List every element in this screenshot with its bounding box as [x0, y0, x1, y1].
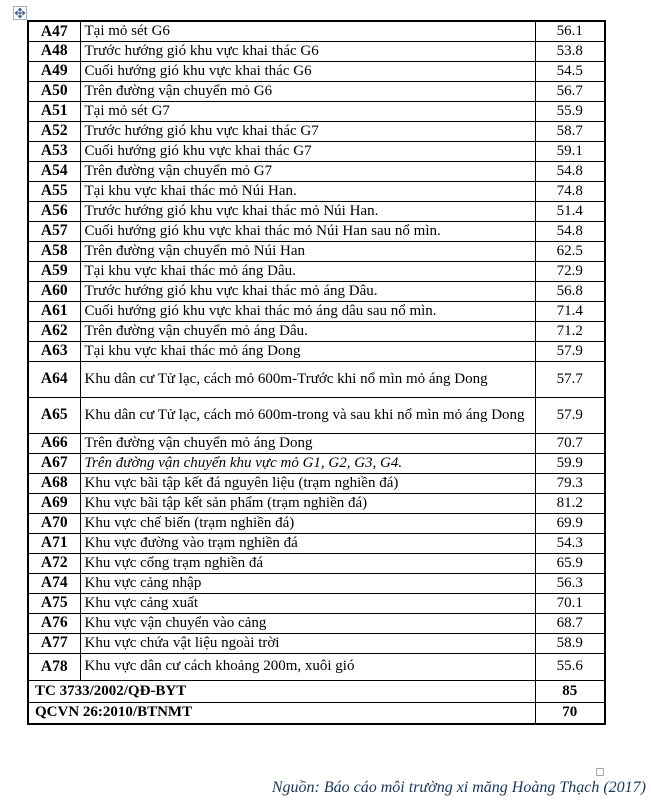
table-row [28, 573, 605, 593]
row-value: 81.2 [535, 493, 605, 513]
summary-row [28, 680, 605, 702]
row-value: 74.8 [535, 181, 605, 201]
row-description: Khu vực chứa vật liệu ngoài trời [80, 633, 535, 653]
row-value: 72.9 [535, 261, 605, 281]
row-value: 59.1 [535, 141, 605, 161]
table-row [28, 201, 605, 221]
row-description: Trên đường vận chuyển mỏ áng Dong [80, 433, 535, 453]
row-description: Trước hướng gió khu vực khai thác G7 [80, 121, 535, 141]
row-description: Cuối hướng gió khu vực khai thác G6 [80, 61, 535, 81]
row-description: Cuối hướng gió khu vực khai thác G7 [80, 141, 535, 161]
row-code: A64 [28, 361, 80, 397]
table-row [28, 453, 605, 473]
row-value: 65.9 [535, 553, 605, 573]
row-description: Khu dân cư Tử lạc, cách mỏ 600m-trong và sau khi nổ mìn mỏ áng Dong [80, 397, 535, 433]
row-code: A68 [28, 473, 80, 493]
table-row [28, 61, 605, 81]
table-row [28, 221, 605, 241]
row-code: A55 [28, 181, 80, 201]
table-row [28, 513, 605, 533]
source-caption: Nguồn: Báo cáo môi trường xi măng Hoàng Thạch (2017) [271, 779, 646, 796]
table-row [28, 41, 605, 61]
row-code: A65 [28, 397, 80, 433]
table-row [28, 241, 605, 261]
row-code: A74 [28, 573, 80, 593]
table-move-handle-icon[interactable] [13, 6, 27, 20]
row-description: Tại mỏ sét G7 [80, 101, 535, 121]
row-value: 55.9 [535, 101, 605, 121]
row-value: 62.5 [535, 241, 605, 261]
row-code: A71 [28, 533, 80, 553]
row-code: A51 [28, 101, 80, 121]
row-code: A67 [28, 453, 80, 473]
row-code: A62 [28, 321, 80, 341]
row-value: 69.9 [535, 513, 605, 533]
row-description: Khu vực dân cư cách khoảng 200m, xuôi gió [80, 653, 535, 680]
row-description: Trên đường vận chuyển mỏ áng Dâu. [80, 321, 535, 341]
summary-label: TC 3733/2002/QĐ-BYT [28, 680, 535, 702]
row-value: 54.5 [535, 61, 605, 81]
row-code: A48 [28, 41, 80, 61]
row-value: 55.6 [535, 653, 605, 680]
row-code: A77 [28, 633, 80, 653]
row-value: 70.1 [535, 593, 605, 613]
row-code: A50 [28, 81, 80, 101]
row-code: A47 [28, 21, 80, 41]
row-code: A75 [28, 593, 80, 613]
row-value: 56.3 [535, 573, 605, 593]
row-description: Khu dân cư Tử lạc, cách mỏ 600m-Trước khi nổ mìn mỏ áng Dong [80, 361, 535, 397]
four-way-arrow-icon [15, 8, 25, 18]
row-description: Trên đường vận chuyển khu vực mỏ G1, G2, G3, G4. [80, 453, 535, 473]
table-row [28, 261, 605, 281]
row-code: A66 [28, 433, 80, 453]
row-value: 54.8 [535, 221, 605, 241]
row-description: Trước hướng gió khu vực khai thác mỏ Núi Han. [80, 201, 535, 221]
row-code: A49 [28, 61, 80, 81]
table-row [28, 473, 605, 493]
table-row [28, 101, 605, 121]
table-resize-handle-icon[interactable] [596, 768, 604, 776]
row-value: 68.7 [535, 613, 605, 633]
row-description: Khu vực đường vào trạm nghiền đá [80, 533, 535, 553]
row-value: 71.4 [535, 301, 605, 321]
row-description: Cuối hướng gió khu vực khai thác mỏ áng dâu sau nổ mìn. [80, 301, 535, 321]
row-code: A78 [28, 653, 80, 680]
table-row [28, 121, 605, 141]
row-value: 51.4 [535, 201, 605, 221]
summary-label: QCVN 26:2010/BTNMT [28, 702, 535, 724]
noise-measurement-table [27, 20, 606, 725]
row-description: Trên đường vận chuyển mỏ G7 [80, 161, 535, 181]
table-row [28, 653, 605, 680]
row-value: 58.7 [535, 121, 605, 141]
row-code: A57 [28, 221, 80, 241]
row-description: Khu vực bãi tập kết đá nguyên liệu (trạm nghiền đá) [80, 473, 535, 493]
table-row [28, 21, 605, 41]
row-description: Trước hướng gió khu vực khai thác mỏ áng Dâu. [80, 281, 535, 301]
row-description: Tại khu vực khai thác mỏ Núi Han. [80, 181, 535, 201]
row-code: A58 [28, 241, 80, 261]
table-row [28, 161, 605, 181]
row-value: 58.9 [535, 633, 605, 653]
table-row [28, 281, 605, 301]
row-code: A60 [28, 281, 80, 301]
row-description: Tại mỏ sét G6 [80, 21, 535, 41]
row-description: Trên đường vận chuyển mỏ Núi Han [80, 241, 535, 261]
row-description: Khu vực cảng xuất [80, 593, 535, 613]
summary-value: 85 [535, 680, 605, 702]
table-row [28, 341, 605, 361]
row-code: A72 [28, 553, 80, 573]
row-value: 57.7 [535, 361, 605, 397]
row-value: 59.9 [535, 453, 605, 473]
row-value: 56.7 [535, 81, 605, 101]
summary-value: 70 [535, 702, 605, 724]
row-value: 56.1 [535, 21, 605, 41]
row-description: Cuối hướng gió khu vực khai thác mỏ Núi Han sau nổ mìn. [80, 221, 535, 241]
row-code: A61 [28, 301, 80, 321]
row-description: Khu vực chế biến (trạm nghiền đá) [80, 513, 535, 533]
row-description: Khu vực cảng nhập [80, 573, 535, 593]
row-value: 57.9 [535, 341, 605, 361]
table-row [28, 361, 605, 397]
row-value: 57.9 [535, 397, 605, 433]
row-code: A63 [28, 341, 80, 361]
row-value: 53.8 [535, 41, 605, 61]
row-description: Trên đường vận chuyển mỏ G6 [80, 81, 535, 101]
table-row [28, 81, 605, 101]
row-code: A70 [28, 513, 80, 533]
table-row [28, 181, 605, 201]
table-row [28, 633, 605, 653]
table-row [28, 321, 605, 341]
table-row [28, 533, 605, 553]
table-row [28, 397, 605, 433]
row-code: A53 [28, 141, 80, 161]
row-description: Khu vực vận chuyển vào cảng [80, 613, 535, 633]
table-row [28, 593, 605, 613]
row-description: Trước hướng gió khu vực khai thác G6 [80, 41, 535, 61]
row-description: Khu vực cổng trạm nghiền đá [80, 553, 535, 573]
table-row [28, 301, 605, 321]
row-value: 71.2 [535, 321, 605, 341]
row-value: 79.3 [535, 473, 605, 493]
row-value: 70.7 [535, 433, 605, 453]
row-value: 54.3 [535, 533, 605, 553]
row-code: A54 [28, 161, 80, 181]
row-code: A69 [28, 493, 80, 513]
row-value: 54.8 [535, 161, 605, 181]
row-code: A59 [28, 261, 80, 281]
row-code: A56 [28, 201, 80, 221]
table-row [28, 141, 605, 161]
table-row [28, 553, 605, 573]
table-row [28, 613, 605, 633]
table-row [28, 493, 605, 513]
row-description: Tại khu vực khai thác mỏ áng Dong [80, 341, 535, 361]
row-code: A76 [28, 613, 80, 633]
table-row [28, 433, 605, 453]
row-description: Khu vực bãi tập kết sản phẩm (trạm nghiền đá) [80, 493, 535, 513]
row-description: Tại khu vực khai thác mỏ áng Dâu. [80, 261, 535, 281]
row-code: A52 [28, 121, 80, 141]
row-value: 56.8 [535, 281, 605, 301]
summary-row [28, 702, 605, 724]
